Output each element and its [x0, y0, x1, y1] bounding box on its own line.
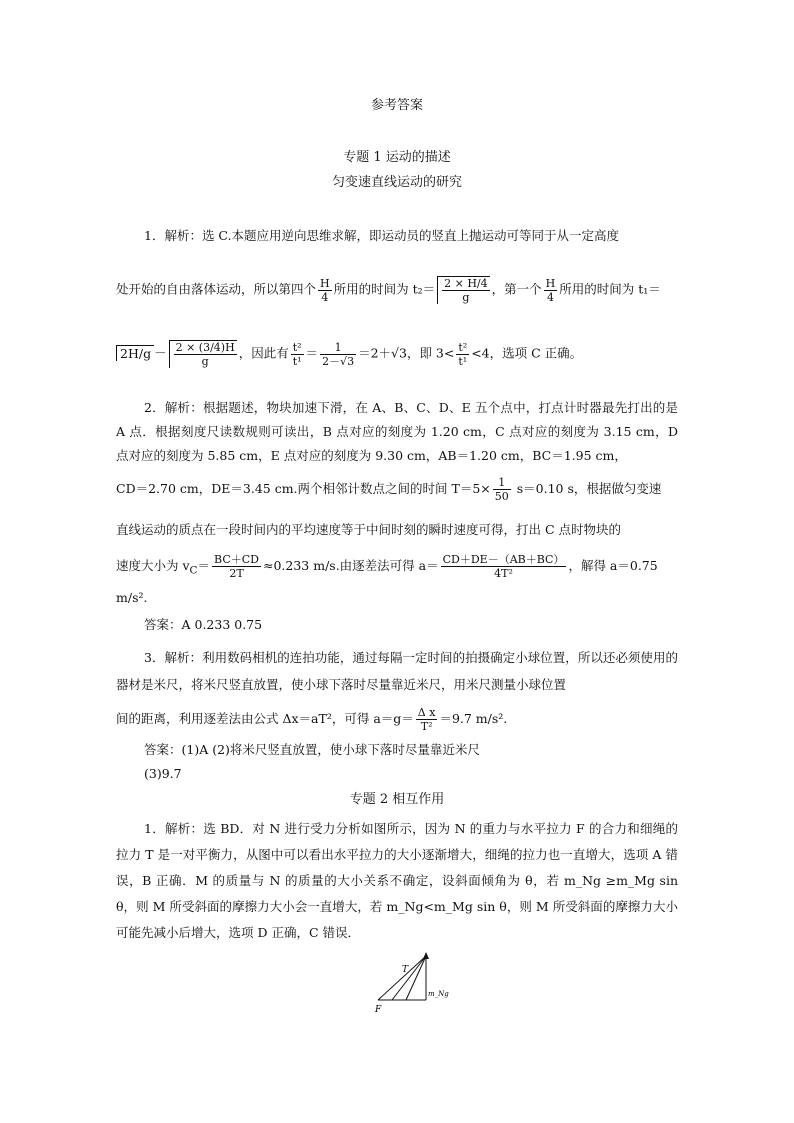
denominator: g [201, 355, 209, 368]
sqrt-expression [169, 340, 237, 368]
denominator: T² [420, 720, 433, 733]
topic-2-heading: 专题 2 相互作用 [349, 792, 445, 807]
sqrt-expression [437, 276, 490, 304]
q2-paragraph-1: 2．解析：根据题述，物块加速下滑，在 A、B、C、D、E 五个点中，打点计时器最先打出的是 A 点．根据刻度尺读数规则可读出，B 点对应的刻度为 1.20 cm，C 点对应的刻度为 3.15 cm，D 点对应的刻度为 5.85 cm，E 点对应的刻度为 9.30 cm，AB＝1.20 cm，BC＝1.95 cm， [116, 400, 678, 463]
q1-line-1: 1．解析：选 C.本题应用逆向思维求解，即运动员的竖直上抛运动可等同于从一定高度 [144, 228, 620, 243]
q1-text: 处开始的自由落体运动，所以第四个 [116, 281, 317, 297]
fraction [456, 341, 469, 368]
denominator: 2－√3 [322, 354, 355, 368]
denominator: 4 [546, 290, 554, 304]
fraction [212, 553, 261, 580]
denominator: 50 [494, 490, 509, 503]
q1-line-2 [116, 276, 661, 304]
numerator: 2 × H/4 [444, 277, 488, 290]
q2-line-6 [116, 553, 658, 580]
q1-text: － [154, 345, 167, 361]
q3-line-3 [116, 706, 507, 733]
numerator: H [545, 276, 556, 290]
t2-q1-paragraph: 1．解析：选 BD．对 N 进行受力分析如图所示，因为 N 的重力与水平拉力 F 的合力和细绳的拉力 T 是一对平衡力，从图中可以看出水平拉力的大小逐渐增大，细绳的拉力也一直增大，选项 A 错误，B 正确．M 的质量与 N 的质量的大小关系不确定，设斜面倾角为 θ，若 m_Ng ≥m_Mg sin θ，则 M 所受斜面的摩擦力大小会一直增大，若 m_Ng<m_Mg sin θ，则 M 所受斜面的摩擦力大小可能先减小后增大，选项 D 正确，C 错误． [116, 821, 678, 940]
denominator: 4 [321, 290, 329, 304]
fraction [441, 553, 567, 580]
fraction [493, 476, 511, 503]
q2-text: ≈0.233 m/s.由逐差法可得 a＝ [262, 558, 439, 573]
q2-text: CD＝2.70 cm，DE＝3.45 cm.两个相邻计数点之间的时间 T＝5× [116, 481, 491, 496]
denominator: t¹ [292, 354, 302, 368]
topic-1-heading: 专题 1 运动的描述 [343, 150, 451, 165]
q1-text: <4，选项 C 正确。 [471, 345, 583, 361]
topic-1-subheading: 匀变速直线运动的研究 [331, 175, 462, 190]
q3-text: 间的距离，利用逐差法由公式 Δx＝aT²，可得 a＝g＝ [116, 711, 414, 726]
numerator: 1 [493, 476, 511, 490]
q1-text: 所用的时间为 t₁＝ [559, 281, 661, 297]
page-title: 参考答案 [370, 98, 423, 113]
force-diagram [368, 950, 458, 1018]
q2-text: ＝ [197, 558, 211, 573]
numerator: Δ x [417, 706, 436, 719]
q1-text: ＝2＋√3，即 3< [358, 345, 455, 361]
q3-paragraph: 3．解析：利用数码相机的连拍功能，通过每隔一定时间的拍摄确定小球位置，所以还必须使用的器材是米尺，将米尺竖直放置，使小球下落时尽量靠近米尺，用米尺测量小球位置 [116, 650, 678, 692]
q3-answer-1: 答案：(1)A (2)将米尺竖直放置，使小球下落时尽量靠近米尺 [144, 742, 480, 757]
fraction [318, 277, 332, 304]
fraction [544, 277, 558, 304]
subscript: C [189, 564, 198, 577]
denominator: g [462, 291, 470, 304]
force-T-line [378, 956, 426, 1000]
label-T: T [402, 965, 409, 975]
q1-text: ，因此有 [238, 345, 289, 361]
label-mg: m_Ng [428, 990, 449, 998]
numerator: BC＋CD [214, 553, 259, 566]
q1-text: ，第一个 [491, 281, 542, 297]
label-F: F [375, 1005, 382, 1015]
fraction [320, 341, 356, 368]
q2-line-7: m/s². [116, 590, 148, 605]
q2-line-5: 直线运动的质点在一段时间内的平均速度等于中间时刻的瞬时速度可得，打出 C 点时物块的 [116, 522, 622, 537]
denominator: 2T [229, 567, 244, 580]
numerator: 2 × (3/4)H [175, 341, 235, 354]
q3-answer-2: (3)9.7 [144, 766, 182, 781]
fraction [416, 706, 438, 733]
denominator: t¹ [458, 354, 468, 368]
numerator: H [320, 276, 330, 290]
q1-line-3: 2H/g － $\frac{2 \times (3/4)H}{g}$ ，因此有 $\frac{\text{t²}}{\text{t¹}}$ ＝ $\frac{1}{2-√3}$ ＝2＋√3，即 3< $\frac{\text{t²}}{\text{t¹}}$ <4，选项 C 正确。 [116, 340, 582, 368]
q1-text: 所用的时间为 t₂＝ [333, 281, 436, 297]
arrowhead [423, 952, 429, 959]
numerator: t² [458, 340, 468, 354]
q2-line-4 [116, 476, 661, 503]
q2-text: s＝0.10 s，根据做匀变速 [512, 481, 662, 496]
numerator: 1 [320, 341, 356, 355]
q2-text: ，解得 a＝0.75 [568, 558, 658, 573]
q2-text: 速度大小为 v [116, 558, 190, 573]
fraction [291, 341, 304, 368]
q3-text: ＝9.7 m/s². [439, 711, 508, 726]
denominator: 4T² [494, 567, 513, 580]
numerator: t² [292, 340, 302, 354]
sqrt-expression: 2H/g [116, 345, 154, 361]
numerator: CD＋DE－（AB＋BC） [442, 553, 565, 566]
q2-answer: 答案：A 0.233 0.75 [144, 617, 263, 632]
